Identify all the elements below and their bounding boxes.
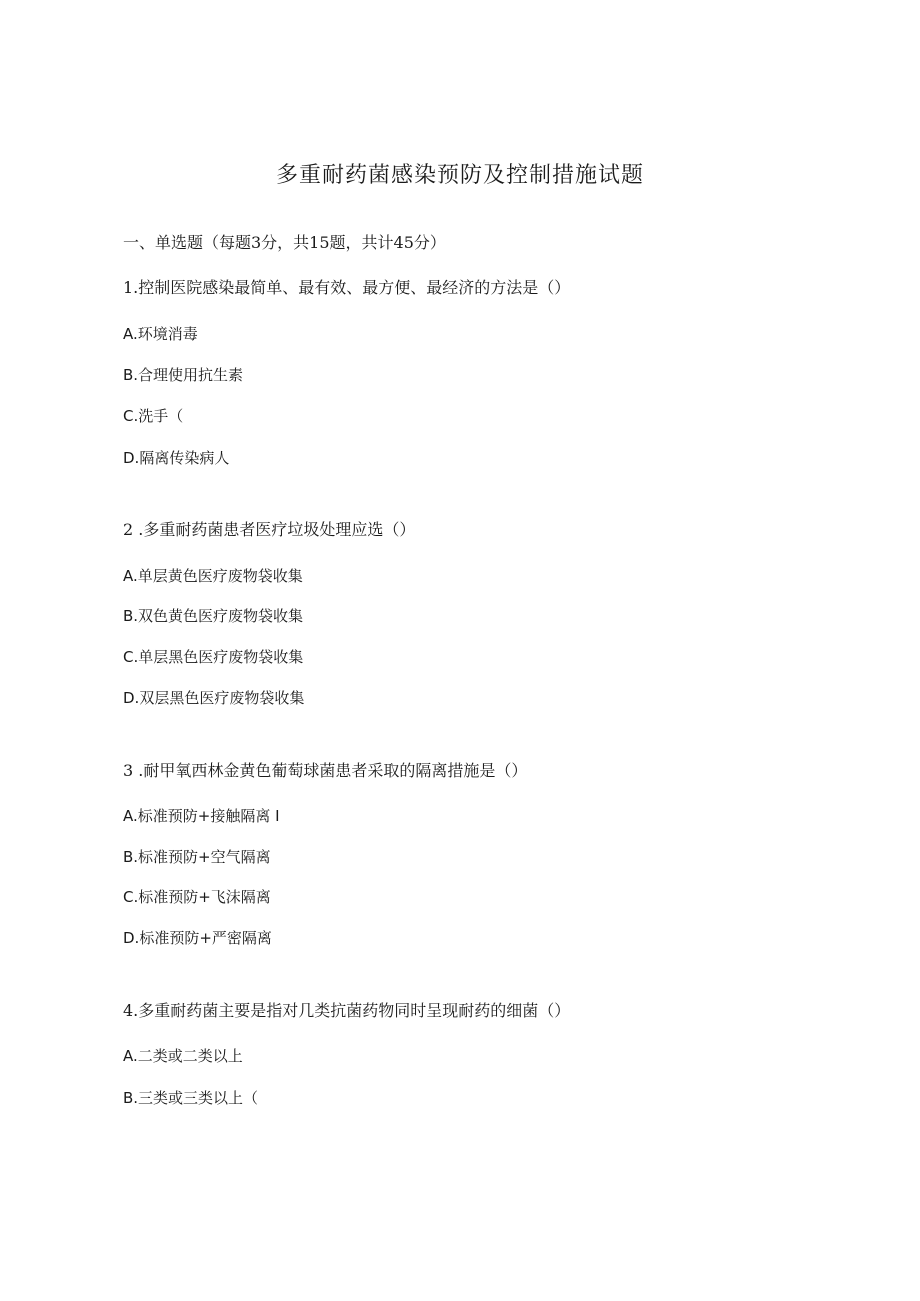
question-option: B.双色黄色医疗废物袋收集 bbox=[123, 607, 304, 625]
page-title: 多重耐药菌感染预防及控制措施试题 bbox=[275, 163, 644, 188]
question-option: A.二类或二类以上 bbox=[123, 1047, 243, 1065]
question-option: A.环境消毒 bbox=[123, 325, 198, 343]
section-heading: 一、单选题（每题3分，共15题，共计45分） bbox=[123, 233, 446, 252]
question-stem: 2 .多重耐药菌患者医疗垃圾处理应选（） bbox=[123, 520, 416, 539]
question-option: D.双层黑色医疗废物袋收集 bbox=[123, 689, 305, 707]
question-stem: 1.控制医院感染最简单、最有效、最方便、最经济的方法是（） bbox=[123, 278, 571, 297]
question-option: C.洗手（ bbox=[123, 407, 184, 425]
question-option: C.标准预防+飞沫隔离 bbox=[123, 888, 271, 906]
question-option: B.合理使用抗生素 bbox=[123, 366, 244, 384]
question-option: A.单层黄色医疗废物袋收集 bbox=[123, 567, 303, 585]
question-option: C.单层黑色医疗废物袋收集 bbox=[123, 648, 304, 666]
question-option: D.隔离传染病人 bbox=[123, 449, 230, 467]
question-stem: 4.多重耐药菌主要是指对几类抗菌药物同时呈现耐药的细菌（） bbox=[123, 1001, 571, 1020]
question-option: B.三类或三类以上（ bbox=[123, 1089, 259, 1107]
question-option: B.标准预防+空气隔离 bbox=[123, 848, 271, 866]
question-stem: 3 .耐甲氧西林金黄色葡萄球菌患者采取的隔离措施是（） bbox=[123, 761, 528, 780]
question-option: D.标准预防+严密隔离 bbox=[123, 929, 272, 947]
question-option: A.标准预防+接触隔离 I bbox=[123, 807, 280, 825]
